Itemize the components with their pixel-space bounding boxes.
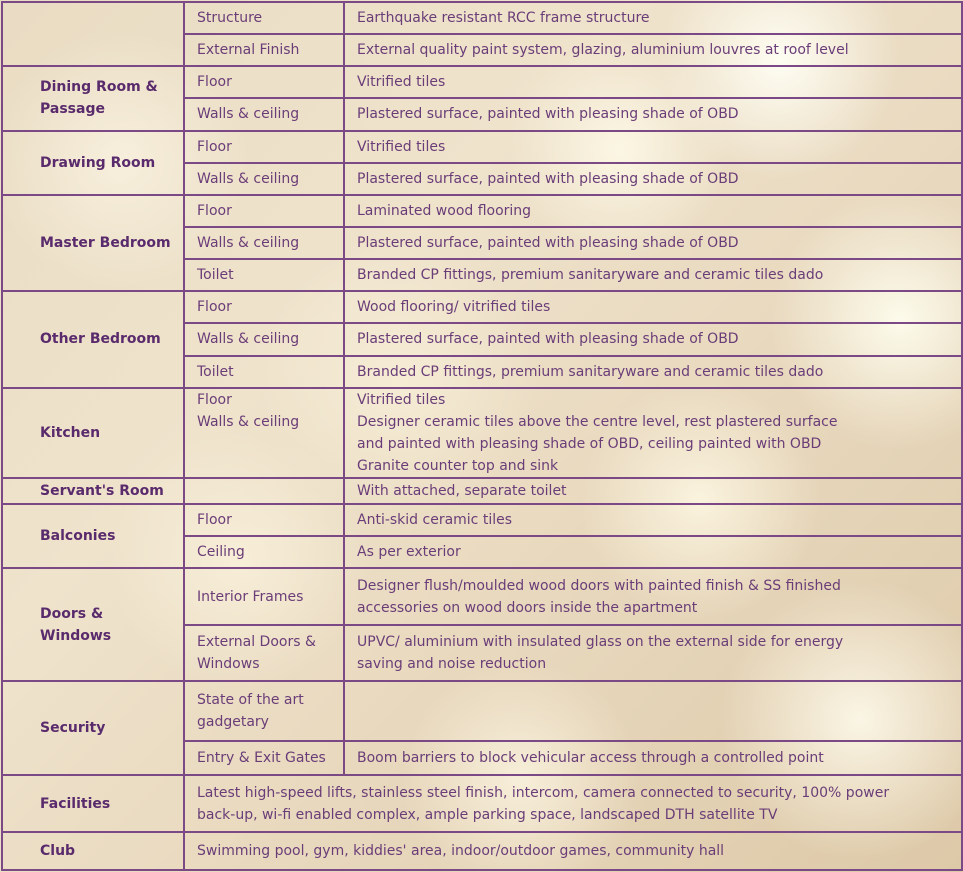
item-label	[184, 323, 344, 355]
item-label	[184, 478, 344, 504]
item-description	[344, 536, 962, 568]
item-label-line: Structure	[197, 10, 263, 27]
item-label	[184, 568, 344, 624]
item-description	[344, 568, 962, 624]
row-general	[2, 2, 962, 34]
item-description-line: accessories on wood doors inside the apartment	[357, 599, 698, 616]
item-description-line: Wood flooring/ vitrified tiles	[357, 299, 551, 316]
item-label-line: Floor	[197, 74, 232, 91]
item-description-line: Anti-skid ceramic tiles	[357, 512, 513, 529]
item-description	[344, 34, 962, 66]
item-description-line: Plastered surface, painted with pleasing shade of OBD	[357, 331, 739, 348]
item-description	[344, 741, 962, 775]
item-description-line: Vitrified tiles	[357, 138, 446, 155]
item-description	[344, 195, 962, 227]
category-doors-and-windows: Doors & Windows	[2, 568, 184, 681]
item-description-line: Granite counter top and sink	[357, 457, 559, 474]
item-description-line: Boom barriers to block vehicular access through a controlled point	[357, 750, 824, 767]
item-description-line: Plastered surface, painted with pleasing shade of OBD	[357, 106, 739, 123]
item-label	[184, 291, 344, 323]
item-label	[184, 2, 344, 34]
item-label-line: Floor	[197, 512, 232, 529]
item-label	[184, 34, 344, 66]
item-description	[344, 625, 962, 681]
item-label	[184, 195, 344, 227]
item-label-line: Interior Frames	[197, 588, 304, 605]
item-description	[344, 504, 962, 536]
item-description-line: Branded CP fittings, premium sanitaryware and ceramic tiles dado	[357, 363, 824, 380]
item-description-line: With attached, separate toilet	[357, 483, 567, 500]
specifications-table	[1, 1, 963, 871]
item-description	[344, 98, 962, 130]
description-line: back-up, wi-fi enabled complex, ample parking space, landscaped DTH satellite TV	[197, 806, 778, 823]
item-label-line: External Finish	[197, 42, 300, 59]
row-security	[2, 681, 962, 741]
item-label-line: Walls & ceiling	[197, 170, 300, 187]
item-label	[184, 625, 344, 681]
item-description-line: Designer flush/moulded wood doors with painted finish & SS finished	[357, 577, 841, 594]
item-label-line: Walls & ceiling	[197, 106, 300, 123]
item-description-line: UPVC/ aluminium with insulated glass on the external side for energy	[357, 633, 844, 650]
item-label	[184, 536, 344, 568]
item-label-line: Walls & ceiling	[197, 331, 300, 348]
item-label-line: State of the art	[197, 692, 304, 709]
item-description	[344, 2, 962, 34]
item-description	[344, 388, 962, 478]
row-drawing-room	[2, 131, 962, 163]
item-label	[184, 131, 344, 163]
category-other-bedroom: Other Bedroom	[2, 291, 184, 387]
item-label-line: Floor	[197, 391, 232, 408]
row-dining-room-and-passage	[2, 66, 962, 98]
item-label-line: Ceiling	[197, 544, 245, 561]
item-description-line: Plastered surface, painted with pleasing shade of OBD	[357, 170, 739, 187]
category-servant-s-room: Servant's Room	[2, 478, 184, 504]
item-description-line: saving and noise reduction	[357, 655, 547, 672]
item-description	[344, 681, 962, 741]
description-facilities	[184, 775, 962, 831]
item-label	[184, 227, 344, 259]
item-description-line: Vitrified tiles	[357, 391, 446, 408]
category-security: Security	[2, 681, 184, 775]
item-description	[344, 227, 962, 259]
item-description	[344, 291, 962, 323]
row-kitchen	[2, 388, 962, 478]
item-description-line: External quality paint system, glazing, aluminium louvres at roof level	[357, 42, 849, 59]
row-club	[2, 832, 962, 870]
category-dining-room-and-passage: Dining Room & Passage	[2, 66, 184, 130]
row-balconies	[2, 504, 962, 536]
item-description-line: As per exterior	[357, 544, 461, 561]
item-description-line: Branded CP fittings, premium sanitaryware and ceramic tiles dado	[357, 267, 824, 284]
item-description-line: and painted with pleasing shade of OBD, ceiling painted with OBD	[357, 435, 822, 452]
item-label	[184, 356, 344, 388]
item-description	[344, 163, 962, 195]
item-description-line: Earthquake resistant RCC frame structure	[357, 10, 650, 27]
row-master-bedroom	[2, 195, 962, 227]
row-doors-and-windows	[2, 568, 962, 624]
category-kitchen: Kitchen	[2, 388, 184, 478]
item-label-line: Floor	[197, 138, 232, 155]
item-label	[184, 388, 344, 478]
row-facilities	[2, 775, 962, 831]
item-label	[184, 504, 344, 536]
item-description-line: Laminated wood flooring	[357, 202, 532, 219]
item-description	[344, 323, 962, 355]
item-label-line: Toilet	[197, 267, 234, 284]
item-label-line: Toilet	[197, 363, 234, 380]
item-description	[344, 356, 962, 388]
item-label-line: External Doors &	[197, 633, 316, 650]
item-label-line: Entry & Exit Gates	[197, 750, 326, 767]
item-description	[344, 66, 962, 98]
item-label	[184, 66, 344, 98]
item-description	[344, 259, 962, 291]
item-label	[184, 259, 344, 291]
description-line: Swimming pool, gym, kiddies' area, indoor/outdoor games, community hall	[197, 842, 725, 859]
item-description	[344, 478, 962, 504]
item-description-line: Plastered surface, painted with pleasing shade of OBD	[357, 235, 739, 252]
item-label	[184, 163, 344, 195]
item-label-line: Windows	[197, 655, 260, 672]
category-balconies: Balconies	[2, 504, 184, 568]
item-description-line: Designer ceramic tiles above the centre level, rest plastered surface	[357, 413, 838, 430]
item-description-line: Vitrified tiles	[357, 74, 446, 91]
row-servant-s-room	[2, 478, 962, 504]
category-general	[2, 2, 184, 66]
category-facilities: Facilities	[2, 775, 184, 831]
description-line: Latest high-speed lifts, stainless steel finish, intercom, camera connected to security, 100% power	[197, 784, 890, 801]
item-label	[184, 98, 344, 130]
category-master-bedroom: Master Bedroom	[2, 195, 184, 291]
row-other-bedroom	[2, 291, 962, 323]
category-club: Club	[2, 832, 184, 870]
item-label-line: Floor	[197, 202, 232, 219]
item-label	[184, 741, 344, 775]
item-label-line: Walls & ceiling	[197, 413, 300, 430]
item-label	[184, 681, 344, 741]
item-label-line: gadgetary	[197, 714, 269, 731]
item-label-line: Walls & ceiling	[197, 235, 300, 252]
item-description	[344, 131, 962, 163]
category-drawing-room: Drawing Room	[2, 131, 184, 195]
description-club	[184, 832, 962, 870]
item-label-line: Floor	[197, 299, 232, 316]
